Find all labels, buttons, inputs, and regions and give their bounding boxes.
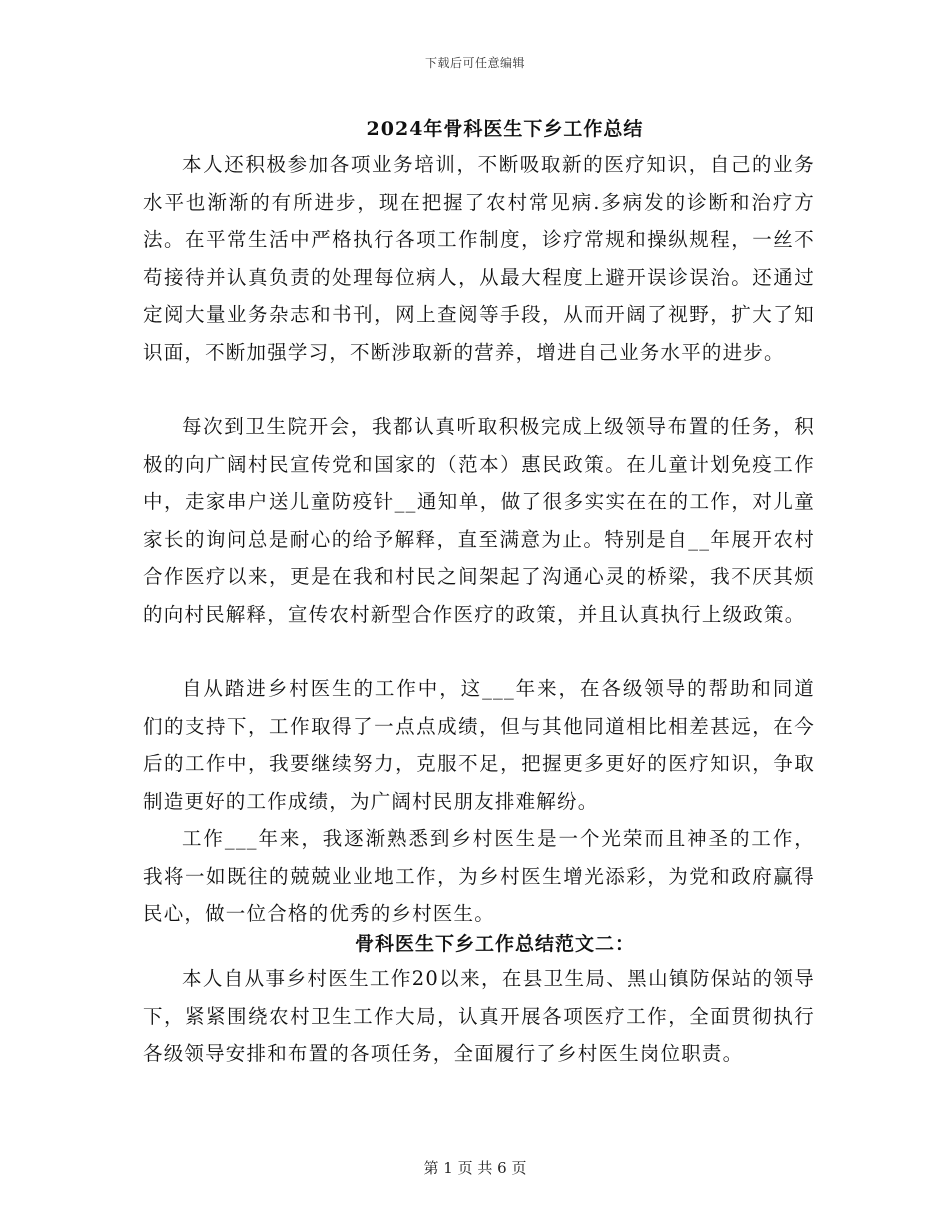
document-title: 2024年骨科医生下乡工作总结 bbox=[366, 118, 644, 140]
page-header: 下载后可任意编辑 bbox=[424, 56, 525, 70]
page-footer: 第 1 页 共 6 页 bbox=[423, 1159, 527, 1177]
paragraph-1: 本人还积极参加各项业务培训，不断吸取新的医疗知识，自己的业务水平也渐渐的有所进步，现在把握了农村常见病.多病发的诊断和治疗方法。在平常生活中严格执行各项工作制度，诊疗常规和操纵规程，一丝不苟接待并认真负责的处理每位病人，从最大程度上避开误诊误治。还通过定阅大量业务杂志和书刊，网上查阅等手段，从而开阔了视野，扩大了知识面，不断加强学习，不断涉取新的营养，增进自己业务水平的进步。 bbox=[143, 153, 815, 364]
paragraph-5: 本人自从事乡村医生工作20以来，在县卫生局、黑山镇防保站的领导下，紧紧围绕农村卫生工作大局，认真开展各项医疗工作，全面贯彻执行各级领导安排和布置的各项任务，全面履行了乡村医生岗位职责。 bbox=[143, 967, 815, 1065]
paragraph-3: 自从踏进乡村医生的工作中，这___年来，在各级领导的帮助和同道们的支持下，工作取得了一点点成绩，但与其他同道相比相差甚远，在今后的工作中，我要继续努力，克服不足，把握更多更好的医疗知识，争取制造更好的工作成绩，为广阔村民朋友排难解纷。 bbox=[143, 677, 815, 813]
paragraph-2: 每次到卫生院开会，我都认真听取积极完成上级领导布置的任务，积极的向广阔村民宣传党和国家的（范本）惠民政策。在儿童计划免疫工作中，走家串户送儿童防疫针__通知单，做了很多实实在在的工作，对儿童家长的询问总是耐心的给予解释，直至满意为止。特别是自__年展开农村合作医疗以来，更是在我和村民之间架起了沟通心灵的桥梁，我不厌其烦的向村民解释，宣传农村新型合作医疗的政策，并且认真执行上级政策。 bbox=[143, 415, 815, 626]
section-subtitle: 骨科医生下乡工作总结范文二： bbox=[354, 933, 635, 955]
paragraph-4: 工作___年来，我逐渐熟悉到乡村医生是一个光荣而且神圣的工作，我将一如既往的兢兢业业地工作，为乡村医生增光添彩，为党和政府赢得民心，做一位合格的优秀的乡村医生。 bbox=[143, 827, 815, 925]
